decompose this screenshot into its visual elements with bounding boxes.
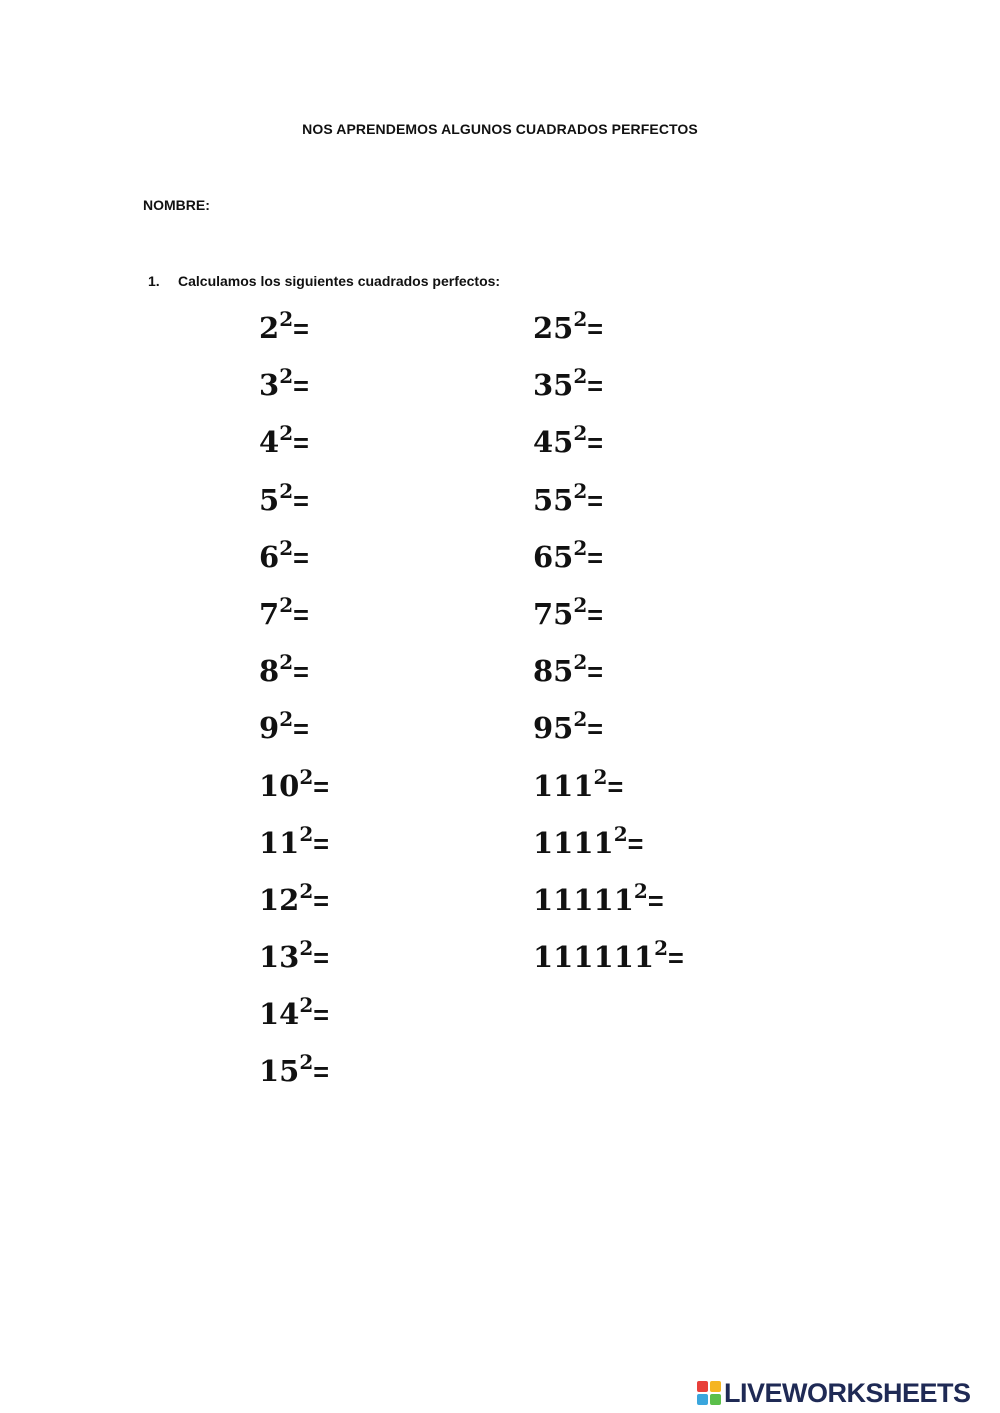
equals-sign: =	[293, 428, 309, 459]
exercise-item	[259, 880, 329, 937]
exercise-item	[533, 480, 684, 537]
exercise-base: 25	[533, 311, 574, 345]
exercise-item	[259, 937, 329, 994]
exercise-item	[533, 537, 684, 594]
equals-sign: =	[293, 657, 309, 688]
liveworksheets-logo-icon	[697, 1381, 721, 1405]
equals-sign: =	[587, 428, 604, 459]
exercise-base: 35	[533, 368, 574, 403]
exercise-exponent: 2	[299, 936, 314, 961]
exercise-exponent: 2	[279, 307, 294, 331]
exercise-exponent: 2	[573, 364, 588, 389]
exercise-exponent: 2	[279, 707, 294, 732]
equals-sign: =	[668, 943, 684, 974]
equals-sign: =	[587, 714, 604, 745]
exercise-exponent: 2	[299, 764, 314, 789]
exercise-exponent: 2	[299, 1050, 314, 1075]
liveworksheets-logo	[697, 1377, 971, 1409]
exercise-item	[533, 937, 684, 994]
equals-sign: =	[313, 771, 330, 802]
instruction-number: 1.	[148, 273, 160, 289]
exercise-base: 9	[259, 711, 280, 746]
exercise-item	[259, 480, 329, 537]
exercise-item	[259, 651, 329, 708]
exercise-item	[259, 766, 329, 823]
exercise-item	[259, 994, 329, 1051]
exercise-item	[259, 823, 329, 880]
exercise-item	[533, 880, 684, 937]
equals-sign: =	[587, 485, 604, 516]
exercise-base: 13	[259, 940, 300, 975]
exercise-item	[533, 766, 684, 823]
equals-sign: =	[587, 599, 604, 630]
exercise-base: 5	[259, 482, 280, 517]
exercise-item	[533, 708, 684, 765]
exercise-item	[533, 823, 684, 880]
exercise-exponent: 2	[573, 650, 588, 675]
exercise-exponent: 2	[633, 878, 648, 903]
exercise-base: 11	[259, 825, 300, 860]
exercise-item	[259, 365, 329, 422]
exercise-base: 12	[259, 882, 300, 917]
logo-square	[710, 1381, 721, 1392]
instruction	[148, 273, 500, 289]
equals-sign: =	[293, 485, 309, 516]
equals-sign: =	[293, 314, 309, 344]
exercise-item	[533, 651, 684, 708]
logo-text: LIVEWORKSHEETS	[724, 1377, 971, 1408]
instruction-text: Calculamos los siguientes cuadrados perfectos:	[178, 273, 501, 289]
logo-square	[697, 1381, 708, 1392]
exercise-base: 75	[533, 596, 574, 631]
exercise-exponent: 2	[279, 364, 294, 389]
exercise-exponent: 2	[279, 650, 294, 675]
exercise-exponent: 2	[654, 936, 668, 961]
exercise-base: 6	[259, 539, 280, 574]
equals-sign: =	[313, 885, 330, 916]
exercise-base: 85	[533, 654, 574, 689]
exercise-base: 7	[259, 596, 280, 631]
equals-sign: =	[587, 314, 604, 344]
exercise-column-right	[533, 308, 684, 994]
equals-sign: =	[607, 771, 624, 802]
exercise-exponent: 2	[279, 592, 294, 617]
exercise-exponent: 2	[299, 821, 314, 846]
exercise-exponent: 2	[573, 535, 588, 560]
equals-sign: =	[647, 885, 664, 916]
exercise-exponent: 2	[299, 878, 314, 903]
exercise-base: 8	[259, 654, 280, 689]
exercise-item	[259, 537, 329, 594]
exercise-exponent: 2	[573, 307, 588, 331]
exercise-base: 111111	[533, 940, 655, 975]
logo-square	[697, 1394, 708, 1405]
page-title: NOS APRENDEMOS ALGUNOS CUADRADOS PERFECTOS	[302, 121, 698, 137]
logo-square	[710, 1394, 721, 1405]
exercise-base: 1111	[533, 825, 614, 860]
exercise-base: 65	[533, 539, 574, 574]
exercise-base: 11111	[533, 882, 634, 917]
equals-sign: =	[313, 1000, 330, 1031]
exercise-item	[533, 422, 684, 479]
equals-sign: =	[313, 828, 330, 859]
equals-sign: =	[627, 828, 644, 859]
exercise-exponent: 2	[573, 421, 588, 446]
equals-sign: =	[313, 943, 330, 974]
exercise-exponent: 2	[613, 821, 628, 846]
equals-sign: =	[293, 599, 309, 630]
exercise-base: 10	[259, 768, 300, 803]
equals-sign: =	[313, 1057, 330, 1088]
equals-sign: =	[293, 371, 309, 402]
exercise-base: 4	[259, 425, 280, 460]
exercise-exponent: 2	[279, 478, 294, 503]
exercise-exponent: 2	[573, 592, 588, 617]
exercise-exponent: 2	[573, 707, 588, 732]
equals-sign: =	[587, 542, 604, 573]
exercise-item	[259, 1051, 329, 1108]
equals-sign: =	[293, 714, 309, 745]
exercise-exponent: 2	[593, 764, 608, 789]
exercise-item	[533, 594, 684, 651]
exercise-base: 55	[533, 482, 574, 517]
equals-sign: =	[293, 542, 309, 573]
exercise-base: 15	[259, 1054, 300, 1089]
exercise-exponent: 2	[279, 535, 294, 560]
exercise-base: 2	[259, 311, 280, 345]
exercise-item	[259, 422, 329, 479]
exercise-exponent: 2	[573, 478, 588, 503]
exercise-column-left	[259, 308, 329, 1109]
name-label: NOMBRE:	[143, 197, 210, 213]
exercise-item	[533, 365, 684, 422]
exercise-base: 14	[259, 997, 300, 1032]
equals-sign: =	[587, 657, 604, 688]
exercise-base: 3	[259, 368, 280, 403]
exercise-base: 111	[533, 768, 594, 803]
exercise-exponent: 2	[279, 421, 294, 446]
exercise-base: 95	[533, 711, 574, 746]
exercise-item	[533, 308, 684, 365]
exercise-exponent: 2	[299, 993, 314, 1018]
exercise-base: 45	[533, 425, 574, 460]
exercise-item	[259, 308, 329, 365]
exercise-item	[259, 594, 329, 651]
exercise-item	[259, 708, 329, 765]
equals-sign: =	[587, 371, 604, 402]
